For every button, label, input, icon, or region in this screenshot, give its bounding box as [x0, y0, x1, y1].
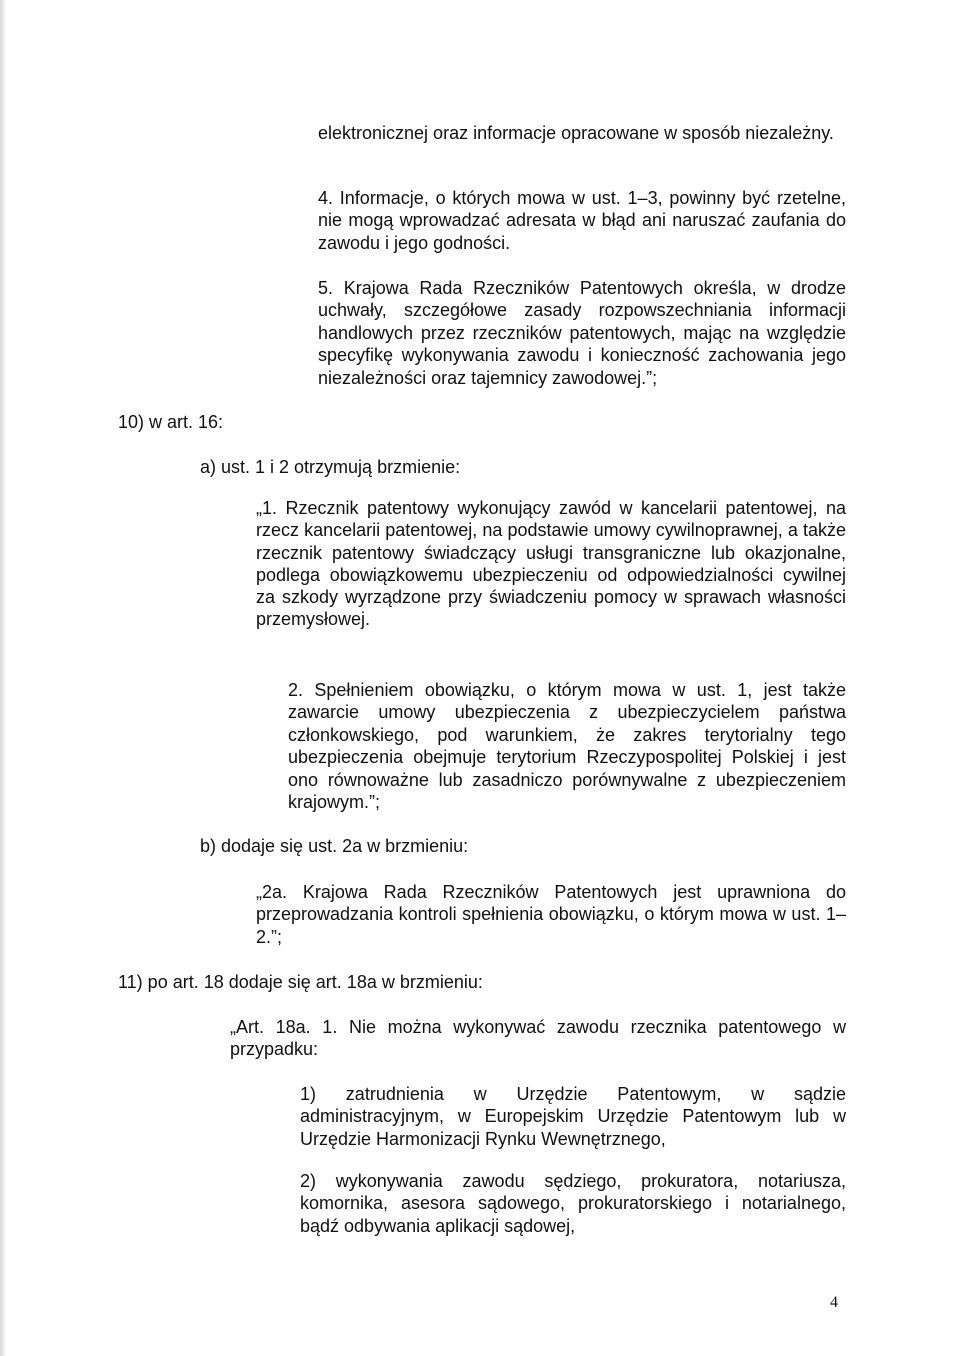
art-18a-paragraph: „Art. 18a. 1. Nie można wykonywać zawodu rzecznika patentowego w przypadku: [230, 1017, 846, 1060]
paragraph-4: 4. Informacje, o których mowa w ust. 1–3, powinny być rzetelne, nie mogą wprowadzać adresata w błąd ani naruszać zaufania do zawodu i jego godności. [318, 188, 846, 253]
art-18a-point-1: 1) zatrudnienia w Urzędzie Patentowym, w sądzie administracyjnym, w Europejskim Urzędzie Patentowym lub w Urzędzie Harmonizacji Rynku Wewnętrznego, [300, 1084, 846, 1149]
item-11-heading: 11) po art. 18 dodaje się art. 18a w brzmieniu: [118, 972, 483, 992]
page-number: 4 [830, 1294, 838, 1311]
ust-1-paragraph: „1. Rzecznik patentowy wykonujący zawód w kancelarii patentowej, na rzecz kancelarii patentowej, na podstawie umowy cywilnoprawnej, a także rzecznik patentowy świadczący usługi transgraniczne lub okazjonalne, podlega obowiązkowemu ubezpieczeniu od odpowiedzialności cywilnej za szkody wyrządzone przy świadczeniu pomocy w sprawach własności przemysłowej. [256, 498, 846, 630]
ust-2-paragraph: 2. Spełnieniem obowiązku, o którym mowa w ust. 1, jest także zawarcie umowy ubezpieczenia z ubezpieczycielem państwa członkowskiego, pod warunkiem, że zakres terytorialny tego ubezpieczenia obejmuje terytorium Rzeczypospolitej Polskiej i jest ono równoważne lub zasadniczo porównywalne z ubezpieczeniem krajowym.”; [288, 680, 846, 813]
art-18a-point-2: 2) wykonywania zawodu sędziego, prokuratora, notariusza, komornika, asesora sądowego, prokuratorskiego i notarialnego, bądź odbywania aplikacji sądowej, [300, 1171, 846, 1236]
item-10-heading: 10) w art. 16: [118, 412, 224, 432]
ust-2a-paragraph: „2a. Krajowa Rada Rzeczników Patentowych jest uprawniona do przeprowadzania kontroli spełnienia obowiązku, o którym mowa w ust. 1–2.”; [256, 882, 846, 947]
item-10a-heading: a) ust. 1 i 2 otrzymują brzmienie: [200, 457, 461, 477]
item-10b-heading: b) dodaje się ust. 2a w brzmieniu: [200, 836, 469, 856]
paragraph-5: 5. Krajowa Rada Rzeczników Patentowych określa, w drodze uchwały, szczegółowe zasady rozpowszechniania informacji handlowych przez rzeczników patentowych, mając na względzie specyfikę wykonywania zawodu i konieczność zachowania jego niezależności oraz tajemnicy zawodowej.”; [318, 278, 846, 388]
continuation-paragraph: elektronicznej oraz informacje opracowane w sposób niezależny. [318, 123, 834, 143]
scan-edge [0, 0, 5, 1356]
